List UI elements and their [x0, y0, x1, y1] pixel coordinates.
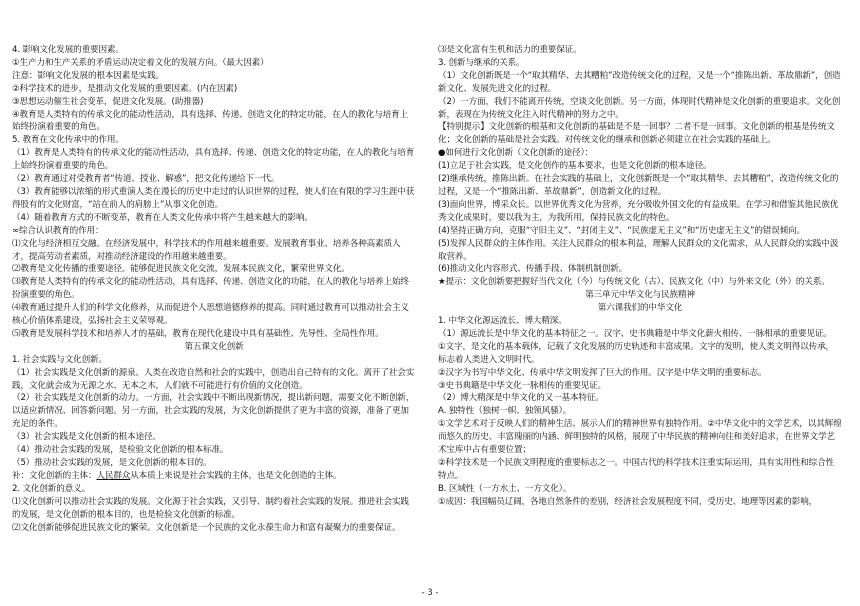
- paragraph: 注意：影响文化发展的根本因素是实践。: [12, 70, 164, 81]
- paragraph: (2)继承传统，推陈出新。在社会实践的基础上，文化创新既是一个“取其精华、去其糟粕”，改造传统文化的过程，又是一个“推陈出新、革故鼎新”，创造新文化的过程。: [438, 174, 839, 197]
- paragraph: ⑵教育是文化传播的重要途径。能够促进民族文化交流，发展本民族文化，繁荣世界文化。: [12, 264, 350, 275]
- paragraph: （1）社会实践是文化创新的源泉。人类在改造自然和社会的实践中，创造出自己特有的文化。离开了社会实践，文化就会成为无源之水、无本之木，人们就不可能进行有价值的文化创造。: [12, 367, 415, 391]
- paragraph: ①成因：我国幅员辽阔，各地自然条件的差别，经济社会发展程度不同，受历史、地理等因素的影响，: [438, 496, 818, 507]
- paragraph: ⑵文化创新能够促进民族文化的繁荣。文化创新是一个民族的文化永葆生命力和富有凝聚力的重要保证。: [12, 522, 401, 533]
- paragraph: 4. 影响文化发展的重要因素。: [12, 45, 124, 55]
- paragraph: （1）教育是人类特有的传承文化的能动性活动，具有选择、传递、创造文化的特定功能，在人的教化与培育上始终扮演着重要的角色。: [12, 148, 415, 172]
- note-underlined: 人民群众: [96, 470, 131, 481]
- paragraph: 1. 中华文化源远流长、博大精深。: [438, 316, 567, 327]
- paragraph: ③思想运动催生社会变革，促进文化发展。(助推器): [12, 96, 204, 107]
- paragraph: ③史书典籍是中华文化一脉相传的重要见证。: [438, 380, 606, 391]
- paragraph: （2）社会实践是文化创新的动力。一方面，社会实践中不断出现新情况，提出新问题，需要文化不断创新，以适应新情况、回答新问题。另一方面，社会实践的发展，为文化创新提供了更为丰富的资源，准备了更加充足的条件。: [12, 393, 415, 430]
- paragraph: （1）源远流长是中华文化的基本特征之一。汉字、史书典籍是中华文化薪火相传、一脉相承的重要见证。: [438, 328, 832, 339]
- paragraph: 2. 文化创新的意义。: [12, 483, 91, 494]
- paragraph: A. 独特性（独树一帜、独领风骚）。: [438, 406, 572, 417]
- paragraph: （2）博大精深是中华文化的又一基本特征。: [438, 393, 604, 404]
- note-paragraph: [12, 470, 416, 483]
- paragraph: ⑴文化与经济相互交融。在经济发展中，科学技术的作用越来越重要。发展教育事业、培养各种高素质人才，提高劳动者素质，对推动经济建设的作用越来越重要。: [12, 238, 401, 262]
- paragraph: (3)面向世界，博采众长。以世界优秀文化为营养，充分吸收外国文化的有益成果。在学习和借鉴其他民族优秀文化成果时，要以我为主，为我所用，保持民族文化的特色。: [438, 199, 839, 223]
- paragraph: ①文字，是文化的基本载体，记载了文化发展的历史轨迹和丰富成果。文字的发明，使人类文明得以传承，标志着人类进入文明时代。: [438, 341, 834, 365]
- paragraph: 3. 创新与继承的关系。: [438, 57, 525, 68]
- paragraph: ②汉字为书写中华文化、传承中华文明发挥了巨大的作用。汉字是中华文明的重要标志。: [438, 367, 767, 378]
- unit-heading: 第三单元中华文化与民族精神: [585, 290, 695, 301]
- page-number: - 3 -: [421, 588, 439, 598]
- paragraph: (6)推动文化内容形式、传播手段、体制机制创新。: [438, 264, 628, 275]
- paragraph: （5）推动社会实践的发展，是文化创新的根本目的。: [12, 458, 212, 468]
- paragraph: ⑷教育通过提升人们的科学文化修养，从而促进个人思想道德修养的提高。同时通过教育可以推动社会主义核心价值体系建设，弘扬社会主义荣辱观。: [12, 303, 409, 327]
- paragraph: （3）教育能够以浓缩的形式重演人类在漫长的历史中走过的认识世界的过程，使人们在有限的学习生涯中获得股有的文化财富，“站在前人的肩膀上”从事文化创造。: [12, 186, 415, 210]
- paragraph: ⑸教育是发展科学技术和培养人才的基础，教育在现代化建设中具有基础性、先导性、全局性作用。: [12, 328, 384, 339]
- right-column: [438, 44, 842, 509]
- paragraph: （4）随着教育方式的不断变革，教育在人类文化传承中将产生越来越大的影响。: [12, 212, 313, 223]
- left-column: [12, 44, 416, 534]
- note-suffix: 从本质上来说是社会实践的主体，也是文化创造的主体。: [130, 470, 342, 481]
- paragraph: （2）教育通过对受教育者“传道、授业、解惑”，把文化传递给下一代。: [12, 174, 280, 185]
- paragraph: ★提示：文化创新要把握好当代文化（今）与传统文化（古）、民族文化（中）与外来文化（外）的关系。: [438, 277, 830, 288]
- note-prefix: 补：文化创新的主体：: [12, 470, 97, 481]
- paragraph: ⑶是文化富有生机和活力的重要保证。: [438, 45, 582, 55]
- paragraph: ④教育是人类特有的传承文化的能动性活动，具有选择、传递、创造文化的特定功能，在人的教化与培育上始终扮演着重要的角色。: [12, 109, 408, 133]
- paragraph: ②科学技术的进步，是推动文化发展的重要因素。(内在因素): [12, 83, 238, 94]
- paragraph: 【特别提示】文化创新的根基和文化创新的基础是不是一回事？二者不是一回事。文化创新的根基是传统文化；文化创新的基础是社会实践。对传统文化的继承和创新必须建立在社会实践的基础上。: [438, 122, 835, 146]
- paragraph: ⑶教育是人类特有的传承文化的能动性活动，具有选择、传递、创造文化的功能，在人的教化与培养上始终扮演重要的角色。: [12, 277, 409, 301]
- paragraph: (5)发挥人民群众的主体作用。关注人民群众的根本利益，理解人民群众的文化需求，从人民群众的实践中汲取营养。: [438, 238, 839, 262]
- paragraph: ①生产力和生产关系的矛盾运动决定着文化的发展方向。（最大因素）: [12, 57, 269, 68]
- paragraph: （2）一方面，我们不能离开传统，空谈文化创新。另一方面，体现时代精神是文化创新的重要追求。文化创新，表现在为传统文化注入时代精神的努力之中。: [438, 96, 841, 120]
- lesson-heading: 第五课文化创新: [184, 341, 244, 352]
- paragraph: ①文学艺术对于反映人们的精神生活、展示人们的精神世界有独特作用。②中华文化中的文学艺术，以其辉煌而悠久的历史、丰富瑰丽的内涵、鲜明独特的风格，展现了中华民族的精神向往和美好追求，在世界文学艺术宝库中占有重要位置；: [438, 419, 842, 456]
- paragraph: 5. 教育在文化传承中的作用。: [12, 135, 124, 146]
- paragraph: （3）社会实践是文化创新的根本途径。: [12, 432, 161, 443]
- paragraph: ②科学技术是一个民族文明程度的重要标志之一。中国古代的科学技术注重实际运用，具有实用性和综合性特点。: [438, 458, 834, 481]
- paragraph: ∞综合认识教育的作用：: [12, 225, 104, 236]
- paragraph: 1. 社会实践与文化创新。: [12, 354, 107, 365]
- paragraph: (4)坚持正确方向，克服“守旧主义”、“封闭主义”、“民族虚无主义”和“历史虚无主义”的错误倾向。: [438, 225, 806, 236]
- paragraph: （4）推动社会实践的发展，是检验文化创新的根本标准。: [12, 445, 229, 456]
- paragraph: B. 区域性（一方水土、一方文化）。: [438, 483, 572, 494]
- paragraph: ●如何进行文化创新（文化创新的途径）：: [438, 148, 594, 159]
- paragraph: (1)立足于社会实践，是文化创作的基本要求，也是文化创新的根本途径。: [438, 161, 712, 172]
- paragraph: （1）文化创新既是一个“取其精华、去其糟粕”改造传统文化的过程，又是一个“推陈出新、革故鼎新”，创造新文化、发展先进文化的过程。: [438, 70, 841, 94]
- paragraph: ⑴文化创新可以推动社会实践的发展。文化源于社会实践，又引导、制约着社会实践的发展。推进社会实践的发展，是文化创新的根本目的，也是检验文化创新的标准。: [12, 496, 409, 520]
- lesson-heading: 第六课我们的中华文化: [597, 303, 683, 314]
